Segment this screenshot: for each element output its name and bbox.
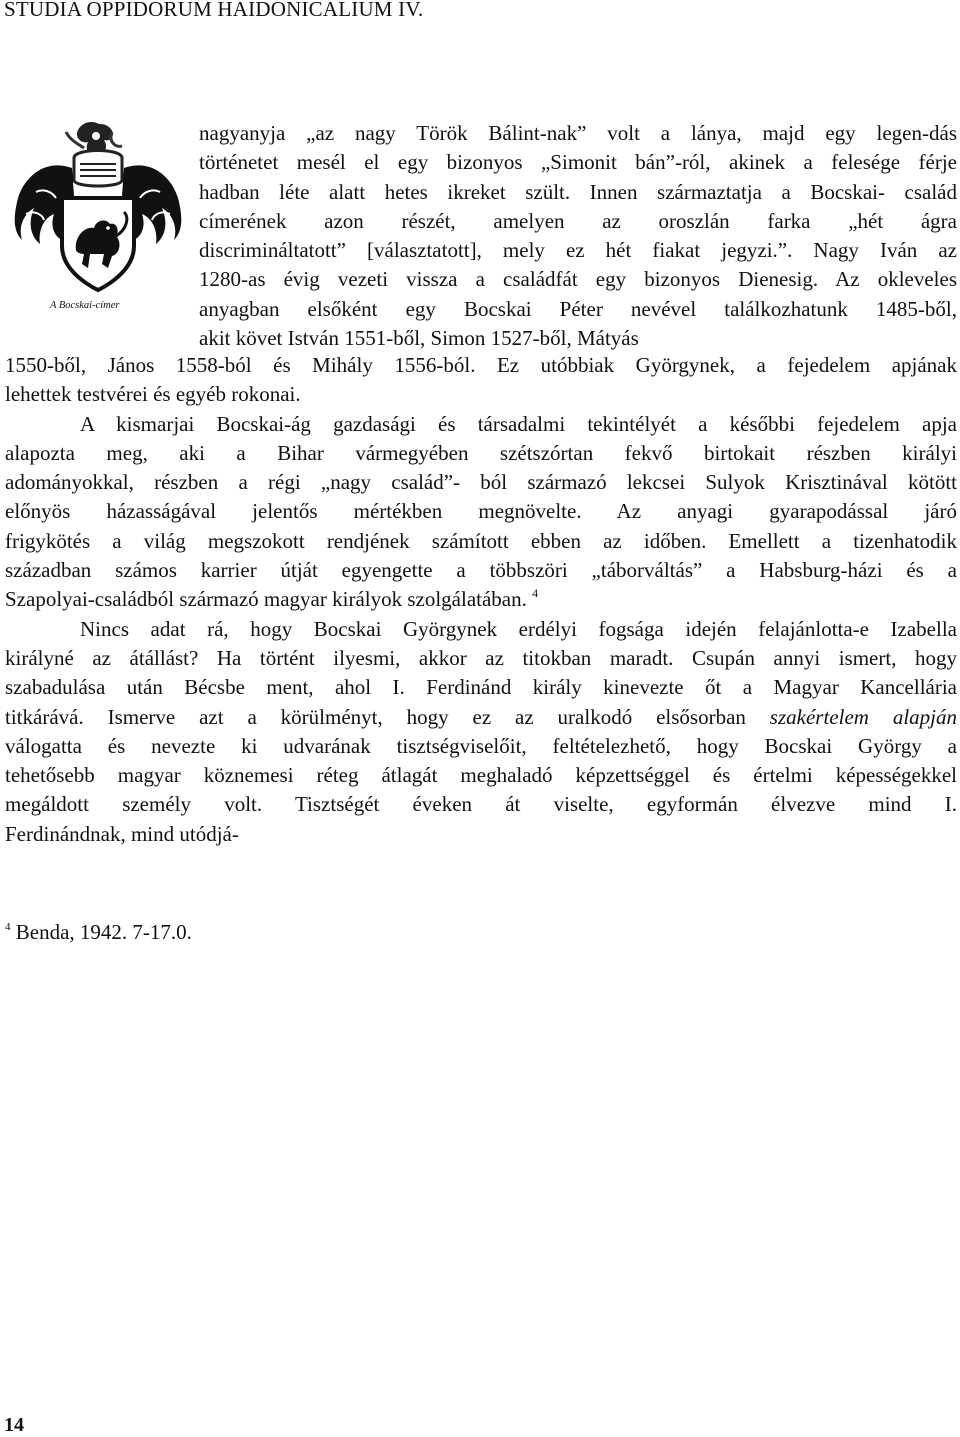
text-line: szabadulása után Bécsbe ment, ahol I. Ferdinánd király kinevezte őt a Magyar Kancellária [5,675,957,700]
text-segment: titkárává. Ismerve azt a körülményt, hogy ez az uralkodó elsősorban [5,704,746,729]
text-line: Ferdinándnak, mind utódjá- [5,821,239,846]
footnote-reference[interactable]: 4 [532,586,539,601]
text-line [5,703,957,732]
text-line: frigykötés a világ megszokott rendjének számított ebben az időben. Emellett a tizenhatodik [5,528,957,553]
text-line [5,585,957,614]
wrapped-paragraph [199,119,957,353]
text-line: nagyanyja „az nagy Török Bálint-nak” volt a lánya, majd egy legen-dás [199,121,957,145]
text-line: megáldott személy volt. Tisztségét éveken át viselte, egyformán élvezve mind I. [5,792,957,817]
text-line: discrimináltatott” [választatott], mely ez hét fiakat jegyzi.”. Nagy Iván az [199,238,957,263]
text-line: válogatta és nevezte ki udvarának tisztségviselőit, feltételezhető, hogy Bocskai György a [5,733,957,758]
italic-phrase: szakértelem alapján [769,704,957,729]
footnote-text: Benda, 1942. 7-17.0. [15,920,192,944]
text-line: adományokkal, részben a régi „nagy család”- ból származó lekcsei Sulyok Krisztinával kötött [5,470,957,495]
text-line: lehettek testvérei és egyéb rokonai. [5,382,301,407]
text-line: királyné az átállást? Ha történt ilyesmi, akkor az titokban maradt. Csupán annyi ismert, hogy [5,645,957,670]
text-line: történetet mesél el egy bizonyos „Simonit bán”-ról, akinek a felesége férje [199,150,957,175]
text-line: anyagban elsőként egy Bocskai Péter nevével találkozhatunk 1485-ből, [199,296,957,321]
footnote-number: 4 [5,921,11,933]
text-line: alapozta meg, aki a Bihar vármegyében szétszórtan fekvő birtokait részben királyi [5,440,957,465]
text-line: hadban léte alatt hetes ikreket szült. Innen származtatja a Bocskai- család [199,179,957,204]
page-number: 14 [4,1414,24,1436]
text-line: akit követ István 1551-ből, Simon 1527-ből, Mátyás [199,326,639,351]
running-header: STUDIA OPPIDORUM HAIDONICALIUM IV. [4,0,424,21]
paragraph-start: A kismarjai Bocskai-ág gazdasági és társadalmi tekintélyét a későbbi fejedelem apja [80,411,957,436]
figure-caption: A Bocskai-címer [50,300,120,311]
text-line: 1280-as évig vezeti vissza a családfát egy bizonyos Dienesig. Az okleveles [199,267,957,292]
text-line: 1550-ből, János 1558-ból és Mihály 1556-ból. Ez utóbbiak Györgynek, a fejedelem apjának [5,353,957,377]
text-line: században számos karrier útját egyengette a többszöri „táborváltás” a Habsburg-házi és a [5,558,957,583]
main-text [5,351,957,849]
text-segment: Szapolyai-családból származó magyar királyok szolgálatában. [5,587,527,612]
coat-of-arms-icon [4,118,192,300]
footnote [5,918,192,947]
paragraph-start: Nincs adat rá, hogy Bocskai Györgynek erdélyi fogsága idején felajánlotta-e Izabella [80,616,957,641]
text-line: tehetősebb magyar köznemesi réteg átlagát meghaladó képzettséggel és értelmi képességekkel [5,763,957,788]
text-line: előnyös házasságával jelentős mértékben megnövelte. Az anyagi gyarapodással járó [5,499,957,524]
text-line: címerének azon részét, amelyen az oroszlán farka „hét ágra [199,208,957,233]
